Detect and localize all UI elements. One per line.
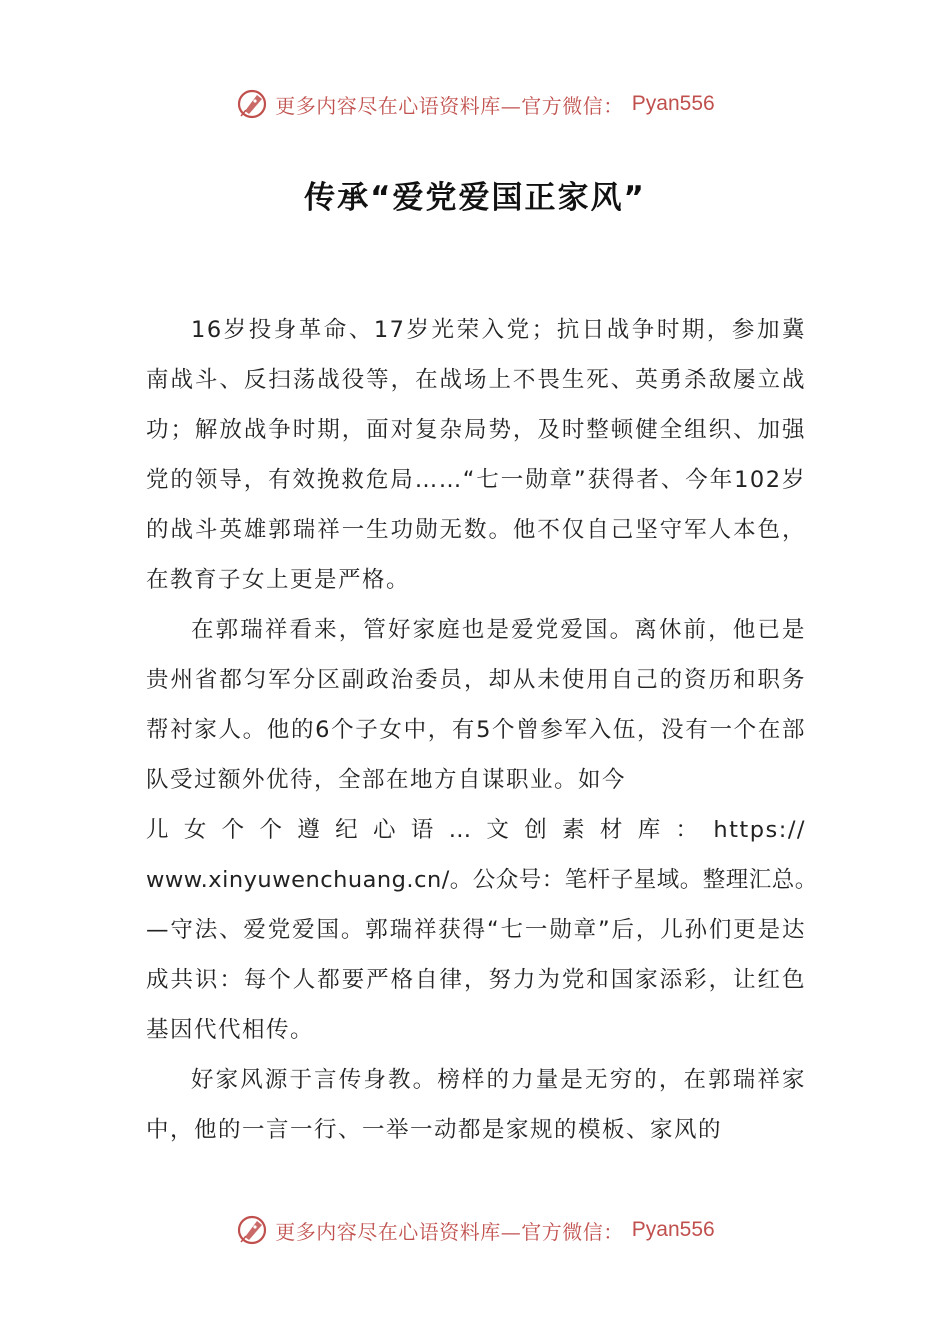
document-body [146, 305, 818, 1155]
footer-watermark-banner [0, 1210, 950, 1250]
paragraph-3: 好家风源于言传身教。榜样的力量是无穷的，在郭瑞祥家中，他的一言一行、一举一动都是家规的模板、家风的 [146, 1067, 806, 1143]
paragraph-2-spread-line: 儿女个个遵纪心语…文创素材库：https:// [146, 817, 806, 843]
banner-text: 更多内容尽在心语资料库—官方微信： [275, 93, 624, 118]
paragraph-2-url-line: www.xinyuwenchuang.cn/。公众号：笔杆子星域。整理汇总。 [146, 867, 818, 893]
paragraph-2-text: 在郭瑞祥看来，管好家庭也是爱党爱国。离休前，他已是贵州省都匀军分区副政治委员，却从未使用自己的资历和职务帮衬家人。他的6个子女中，有5个曾参军入伍，没有一个在部队受过额外优待，全部在地方自谋职业。如今 [146, 617, 806, 793]
document-title: 传承“爱党爱国正家风” [304, 180, 646, 216]
paragraph-2 [146, 605, 818, 1055]
pen-nib-logo-icon [235, 1213, 269, 1247]
paragraph-1: 16岁投身革命、17岁光荣入党；抗日战争时期，参加冀南战斗、反扫荡战役等，在战场上不畏生死、英勇杀敌屡立战功；解放战争时期，面对复杂局势，及时整顿健全组织、加强党的领导，有效挽救危局……“七一勋章”获得者、今年102岁的战斗英雄郭瑞祥一生功勋无数。他不仅自己坚守军人本色，在教育子女上更是严格。 [146, 317, 806, 593]
wechat-id: Pyan556 [631, 1218, 715, 1241]
paragraph-2-tail: —守法、爱党爱国。郭瑞祥获得“七一勋章”后，儿孙们更是达成共识：每个人都要严格自律，努力为党和国家添彩，让红色基因代代相传。 [146, 917, 806, 1043]
wechat-id: Pyan556 [631, 92, 715, 115]
banner-text: 更多内容尽在心语资料库—官方微信： [275, 1219, 624, 1244]
header-watermark-banner [0, 84, 950, 124]
pen-nib-logo-icon [235, 87, 269, 121]
